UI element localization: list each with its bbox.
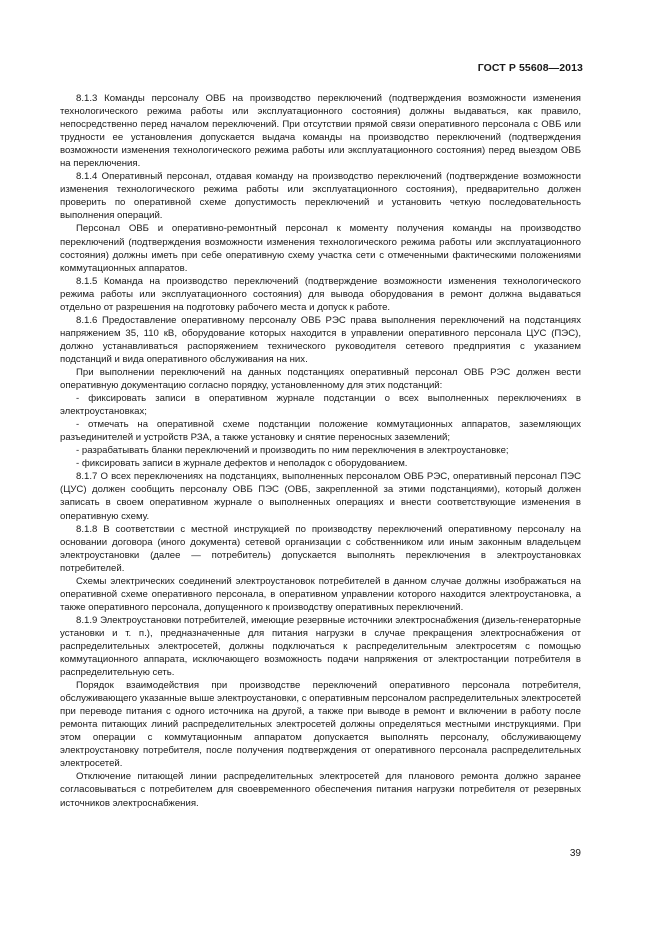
list-item: - отмечать на оперативной схеме подстанции положение коммутационных аппаратов, заземляющих разъединителей и устройств РЗА, а также установку и снятие переносных заземлений; xyxy=(60,419,581,444)
list-item: - разрабатывать бланки переключений и производить по ним переключения в электроустановке; xyxy=(76,445,509,457)
paragraph-consumer-schemes: Схемы электрических соединений электроустановок потребителей в данном случае должны изображаться на оперативной схеме оперативного персонала, в оперативном управлении которого находится электроустановка, а также оперативного персонала, допущенного к производству оперативных переключений. xyxy=(60,575,581,613)
list-item: - фиксировать записи в журнале дефектов и неполадок с оборудованием. xyxy=(76,458,408,470)
page-number: 39 xyxy=(569,848,581,859)
paragraph-ovb-personnel: Персонал ОВБ и оперативно-ремонтный персонал к моменту получения команды на производство переключений (подтверждения возможности изменения технологического режима работы или эксплуатационного состояния) должны иметь при себе оперативную схему участка сети с отмеченными фактическими положениями коммутационных аппаратов. xyxy=(60,223,581,274)
paragraph-8-1-5: 8.1.5 Команда на производство переключений (подтверждение возможности изменения технологического режима работы или эксплуатационного состояния) для вывода оборудования в ремонт должна выдаваться отдельно от разрешения на подготовку рабочего места и допуск к работе. xyxy=(60,275,581,313)
paragraph-documentation-intro: При выполнении переключений на данных подстанциях оперативный персонал ОВБ РЭС должен вести оперативную документацию согласно порядку, установленному для этих подстанций: xyxy=(60,366,581,392)
document-body xyxy=(60,92,581,810)
list-item: - фиксировать записи в оперативном журнале подстанции о всех выполненных переключениях в электроустановках; xyxy=(60,393,581,418)
paragraph-8-1-3: 8.1.3 Команды персоналу ОВБ на производство переключений (подтверждения возможности изменения технологического режима работы или эксплуатационного состояния) должны выдаваться, как правило, непосредственно перед началом переключений. При отсутствии прямой связи оперативного персонала с ОВБ или трудности ее установления допускается выдача команды на производство переключений (подтверждения возможности изменения технологического режима работы или эксплуатационного состояния) перед выездом ОВБ на переключения. xyxy=(60,93,581,170)
paragraph-line-disconnection: Отключение питающей линии распределительных электросетей для планового ремонта должно заранее согласовываться с потребителем для своевременного обеспечения питания нагрузки потребителя от резервных источников электроснабжения. xyxy=(60,771,581,809)
paragraph-8-1-8: 8.1.8 В соответствии с местной инструкцией по производству переключений оперативному персоналу на основании договора (иного документа) сетевой организации с собственником или иным законным владельцем электроустановки (далее — потребитель) допускается выполнять переключения в электроустановках потребителей. xyxy=(60,523,581,574)
paragraph-8-1-6: 8.1.6 Предоставление оперативному персоналу ОВБ РЭС права выполнения переключений на подстанциях напряжением 35, 110 кВ, оборудование которых находится в управлении оперативного персонала ЦУС (ПЭС), должно устанавливаться распоряжением технического руководителя сетевого предприятия с указанием подстанций и вида оперативного обслуживания на них. xyxy=(60,314,581,365)
standard-header: ГОСТ Р 55608—2013 xyxy=(477,62,583,74)
paragraph-8-1-7: 8.1.7 О всех переключениях на подстанциях, выполненных персоналом ОВБ РЭС, оперативный персонал ПЭС (ЦУС) должен сообщить персоналу ОВБ ПЭС (ОВБ, закрепленной за этими подстанциями), который должен записать в своем оперативном журнале о выполненных операциях и внести соответствующие изменения в оперативную схему. xyxy=(60,471,581,522)
paragraph-8-1-9: 8.1.9 Электроустановки потребителей, имеющие резервные источники электроснабжения (дизель-генераторные установки и т. п.), предназначенные для питания нагрузки в случае прекращения электроснабжения от распределительных электросетей, должны подключаться к распределительным электросетям с помощью коммутационного аппарата, исключающего возможность подачи напряжения от электростанции потребителя в распределительную сеть. xyxy=(60,614,581,679)
paragraph-8-1-4: 8.1.4 Оперативный персонал, отдавая команду на производство переключений (подтверждение возможности изменения технологического режима работы или эксплуатационного состояния), предварительно должен проверить по оперативной схеме допустимость переключений и установить четкую последовательность выполнения операций. xyxy=(60,171,581,222)
paragraph-interaction-procedure: Порядок взаимодействия при производстве переключений оперативного персонала потребителя, обслуживающего указанные выше электроустановки, с оперативным персоналом распределительных электросетей при переводе питания с одного источника на другой, а также при выводе в ремонт и включении в работу после ремонта питающих линий распределительных электросетей должны определяться местными инструкциями. При этом операции с коммутационным аппаратом допускается выполнять персоналу, обслуживающему электроустановку потребителя, после получения подтверждения от оперативного персонала распределительных электросетей. xyxy=(60,680,581,770)
